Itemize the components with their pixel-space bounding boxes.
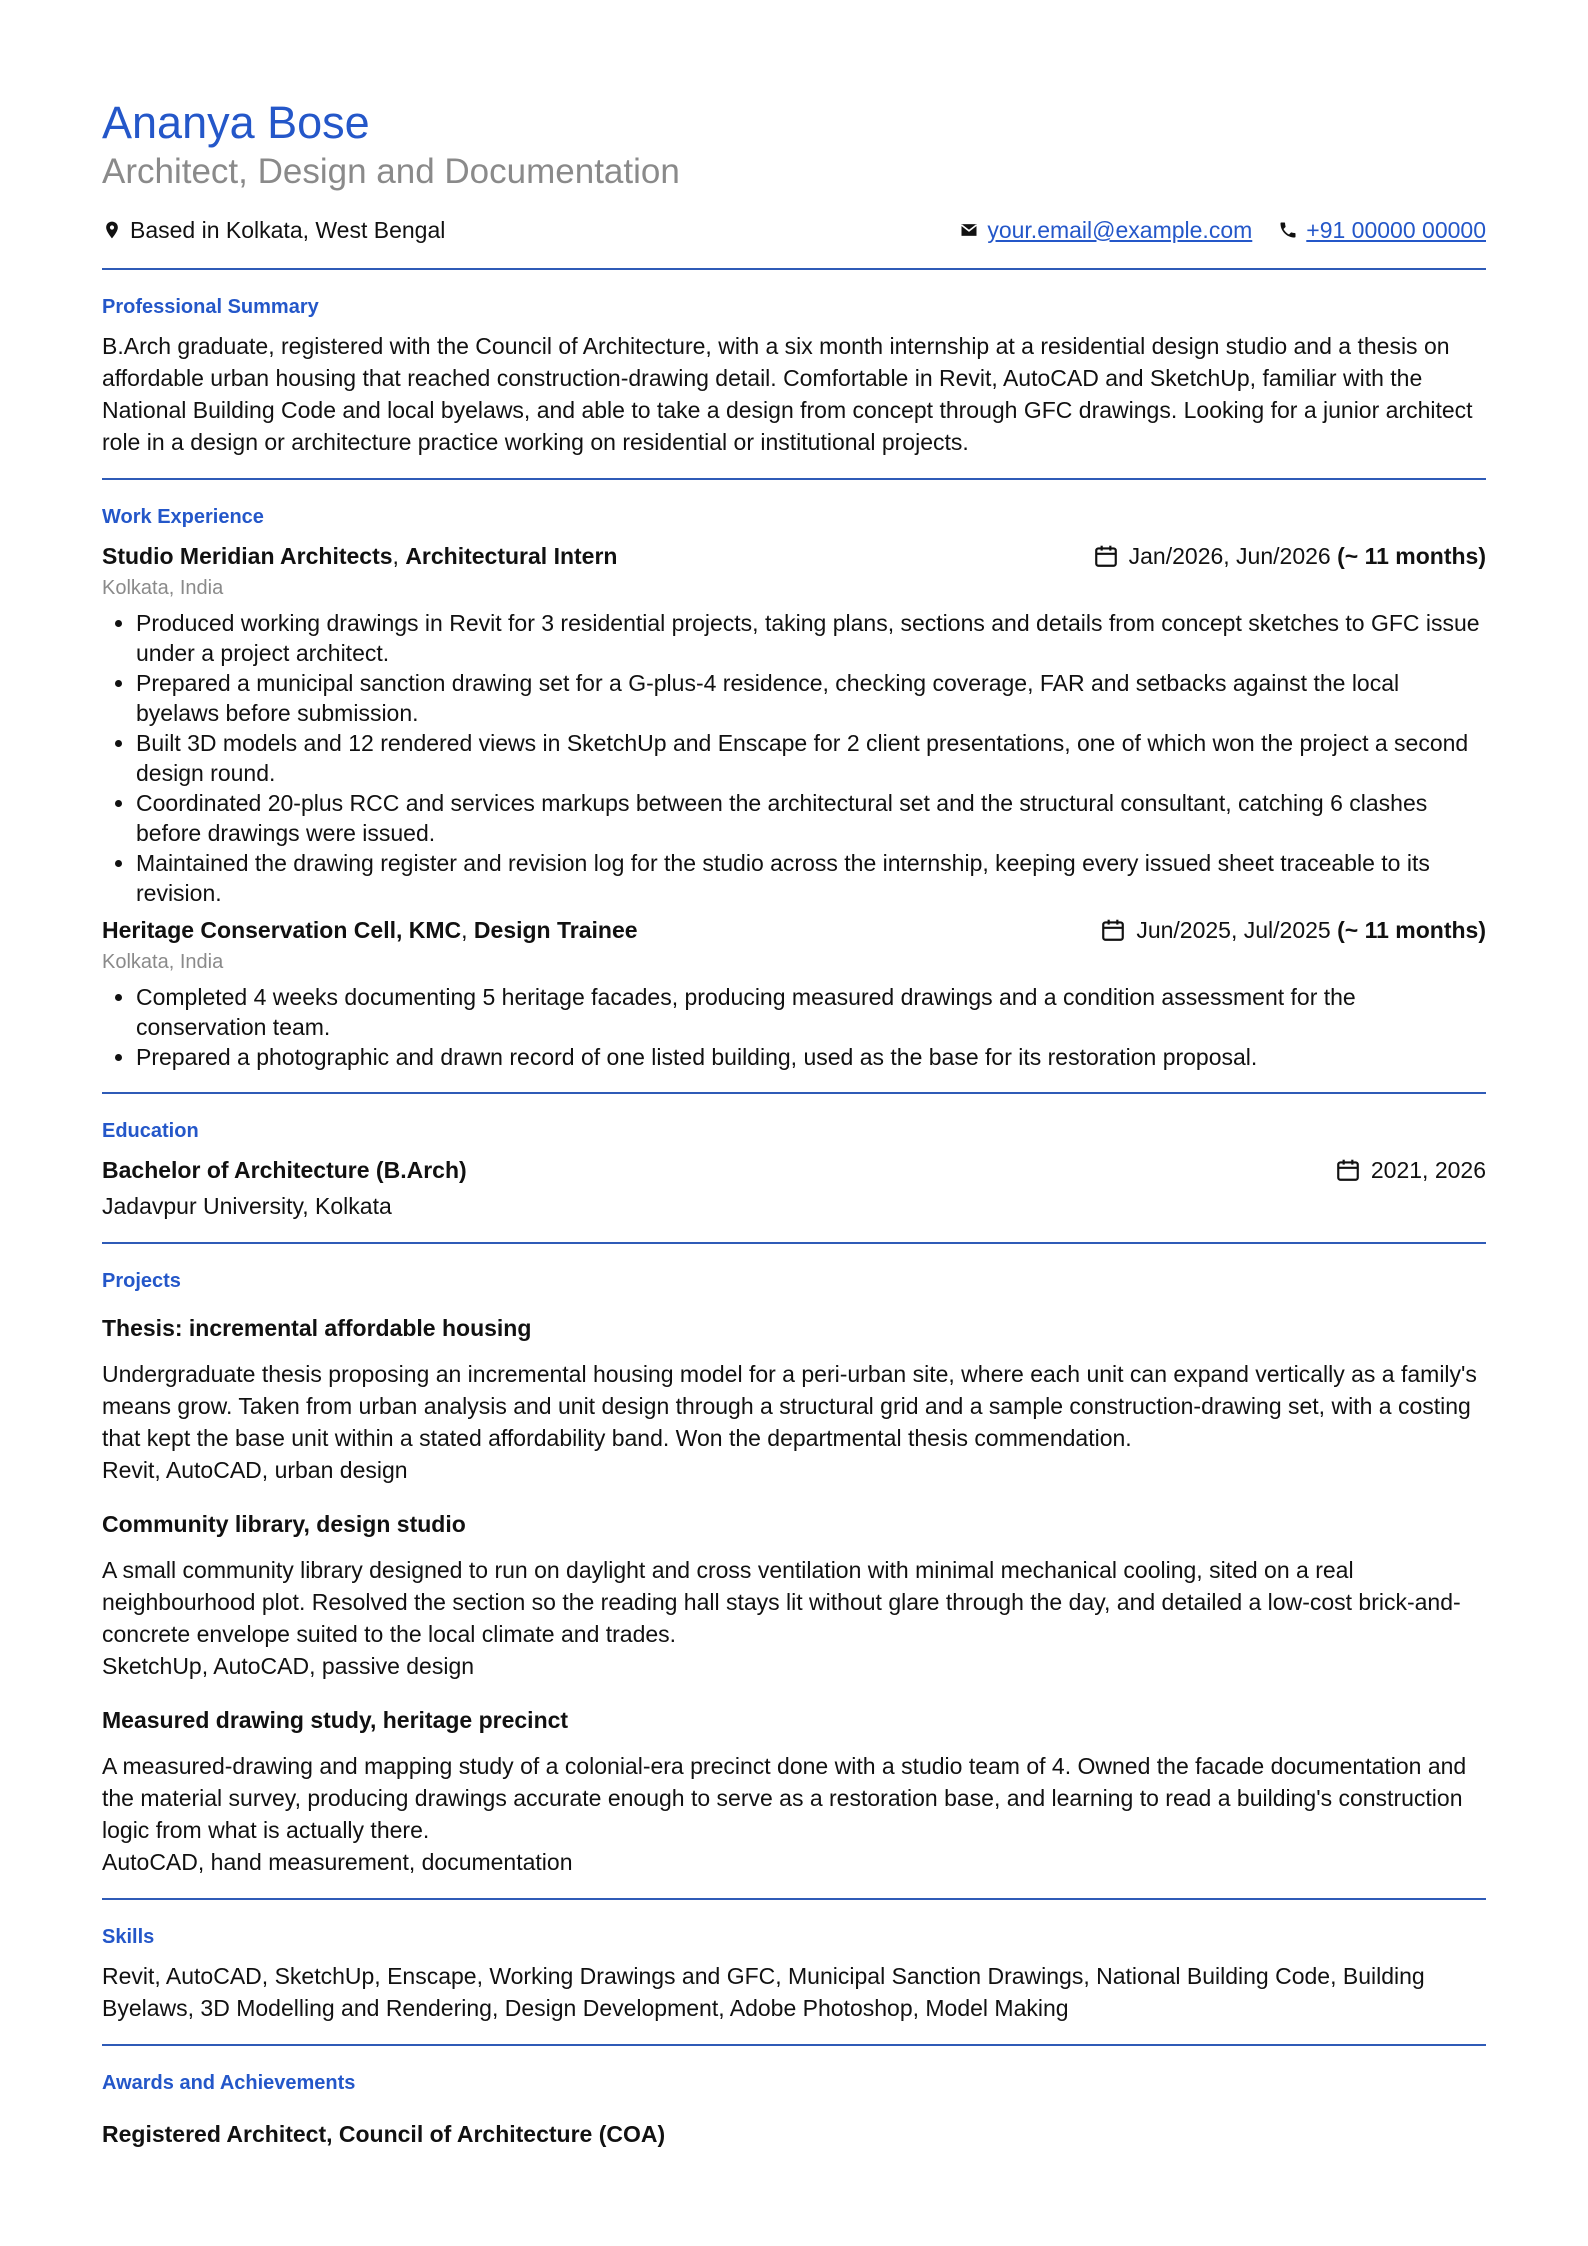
summary-text: B.Arch graduate, registered with the Council of Architecture, with a six month internship at a residential design studio and a thesis on affordable urban housing that reached construction-drawing detail. Comfortable in Revit, AutoCAD and SketchUp, familiar with the National Building Code and local byelaws, and able to take a design from concept through GFC drawings. Looking for a junior architect role in a design or architecture practice working on residential or institutional projects.: [102, 333, 1473, 455]
section-divider: [102, 2044, 1486, 2046]
project-tools: AutoCAD, hand measurement, documentation: [102, 1849, 573, 1875]
contact-row: [102, 212, 1486, 248]
job-header: Studio Meridian Architects, Architectural Intern Jan/2026, Jun/2026 (~ 11 months): [102, 540, 1486, 572]
job-dates: [1093, 540, 1486, 572]
awards-section: [102, 2070, 1486, 2150]
experience-section: [102, 504, 1486, 1072]
award-item: Registered Architect, Council of Architecture (COA): [102, 2121, 666, 2147]
section-title: Projects: [102, 1270, 181, 1292]
section-title: Awards and Achievements: [102, 2072, 356, 2094]
section-title: Education: [102, 1120, 199, 1142]
list-item: • Maintained the drawing register and revision log for the studio across the internship, keeping every issued sheet traceable to its revision.: [136, 848, 1486, 908]
mail-icon: [959, 220, 979, 240]
job-date-range: Jan/2026, Jun/2026: [1128, 543, 1331, 569]
job-role: Design Trainee: [473, 917, 638, 943]
section-title: Skills: [102, 1926, 155, 1948]
job-dates: [1100, 914, 1486, 946]
job-role: Architectural Intern: [405, 543, 618, 569]
job-location: Kolkata, India: [102, 577, 224, 599]
job-header: Heritage Conservation Cell, KMC, Design Trainee Jun/2025, Jul/2025 (~ 11 months): [102, 914, 1486, 946]
section-divider: [102, 268, 1486, 270]
location-item: [102, 215, 445, 245]
job-duration: (~ 11 months): [1337, 543, 1486, 569]
phone-icon: [1278, 220, 1298, 240]
education-section: [102, 1118, 1486, 1222]
project-description: Undergraduate thesis proposing an incremental housing model for a peri-urban site, where each unit can expand vertically as a family's means grow. Taken from urban analysis and unit design through a structural grid and a sample construction-drawing set, with a costing that kept the base unit within a stated affordability band. Won the departmental thesis commendation.: [102, 1361, 1477, 1451]
job-bullets: [102, 608, 1486, 908]
education-date-range: 2021, 2026: [1370, 1157, 1486, 1183]
section-divider: [102, 1092, 1486, 1094]
projects-section: [102, 1268, 1486, 1878]
school-name: Jadavpur University, Kolkata: [102, 1193, 392, 1219]
list-item: • Coordinated 20-plus RCC and services markups between the architectural set and the structural consultant, catching 6 clashes before drawings were issued.: [136, 788, 1486, 848]
degree-title: Bachelor of Architecture (B.Arch): [102, 1157, 467, 1183]
job-company: Heritage Conservation Cell, KMC: [102, 917, 462, 943]
calendar-icon: [1093, 543, 1119, 569]
calendar-icon: [1335, 1157, 1361, 1183]
section-divider: [102, 1242, 1486, 1244]
list-item: • Built 3D models and 12 rendered views in SketchUp and Enscape for 2 client presentations, one of which won the project a second design round.: [136, 728, 1486, 788]
section-divider: [102, 1898, 1486, 1900]
list-item: • Produced working drawings in Revit for 3 residential projects, taking plans, sections and details from concept sketches to GFC issue under a project architect.: [136, 608, 1486, 668]
candidate-role: Architect, Design and Documentation: [102, 152, 680, 191]
email-item: [959, 215, 1252, 245]
candidate-name: Ananya Bose: [102, 97, 370, 148]
job-location: Kolkata, India: [102, 951, 224, 973]
project-description: A small community library designed to run on daylight and cross ventilation with minimal mechanical cooling, sited on a real neighbourhood plot. Resolved the section so the reading hall stays lit without glare through the day, and detailed a low-cost brick-and-concrete envelope suited to the local climate and trades.: [102, 1557, 1461, 1647]
project-description: A measured-drawing and mapping study of a colonial-era precinct done with a studio team of 4. Owned the facade documentation and the material survey, producing drawings accurate enough to serve as a restoration base, and learning to read a building's construction logic from what is actually there.: [102, 1753, 1467, 1843]
job-duration: (~ 11 months): [1337, 917, 1486, 943]
project-tools: Revit, AutoCAD, urban design: [102, 1457, 408, 1483]
job-date-range: Jun/2025, Jul/2025: [1136, 917, 1331, 943]
phone-item: [1278, 215, 1486, 245]
project-title: Community library, design studio: [102, 1511, 466, 1537]
list-item: • Completed 4 weeks documenting 5 heritage facades, producing measured drawings and a condition assessment for the conservation team.: [136, 982, 1486, 1042]
calendar-icon: [1100, 917, 1126, 943]
education-dates: [1335, 1154, 1486, 1186]
project-tools: SketchUp, AutoCAD, passive design: [102, 1653, 475, 1679]
list-item: • Prepared a photographic and drawn record of one listed building, used as the base for its restoration proposal.: [136, 1042, 1486, 1072]
section-title: Work Experience: [102, 506, 264, 528]
skills-section: [102, 1924, 1486, 2024]
list-item: • Prepared a municipal sanction drawing set for a G-plus-4 residence, checking coverage, FAR and setbacks against the local byelaws before submission.: [136, 668, 1486, 728]
section-title: Professional Summary: [102, 296, 319, 318]
skills-text: Revit, AutoCAD, SketchUp, Enscape, Working Drawings and GFC, Municipal Sanction Drawings, National Building Code, Building Byelaws, 3D Modelling and Rendering, Design Development, Adobe Photoshop, Model Making: [102, 1963, 1425, 2021]
project-title: Measured drawing study, heritage precinct: [102, 1707, 569, 1733]
section-divider: [102, 478, 1486, 480]
location-text: Based in Kolkata, West Bengal: [130, 217, 446, 243]
email-link[interactable]: your.email@example.com: [987, 217, 1253, 243]
education-header: [102, 1154, 1486, 1186]
phone-link[interactable]: +91 00000 00000: [1306, 217, 1486, 243]
summary-section: [102, 294, 1486, 458]
project-title: Thesis: incremental affordable housing: [102, 1315, 532, 1341]
job-company: Studio Meridian Architects: [102, 543, 393, 569]
location-pin-icon: [102, 220, 122, 240]
job-bullets: [102, 982, 1486, 1072]
